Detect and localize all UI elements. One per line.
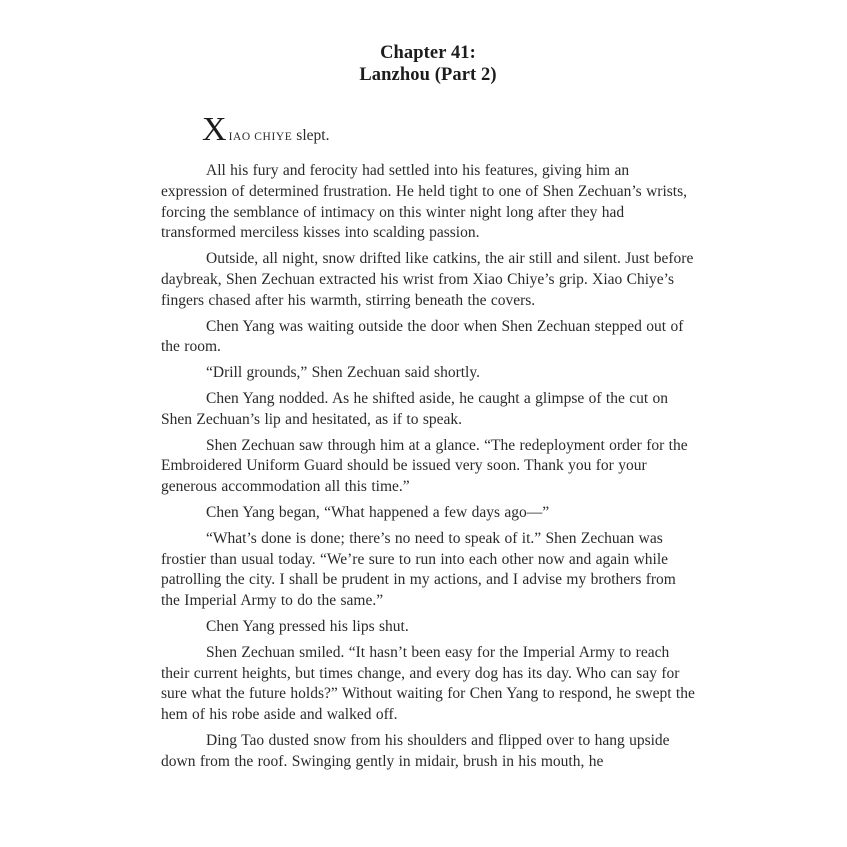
paragraph: Chen Yang nodded. As he shifted aside, he caught a glimpse of the cut on Shen Zechuan’s lip and hesitated, as if to speak. (161, 389, 669, 428)
paragraph: Shen Zechuan saw through him at a glance. “The redeployment order for the Embroidered Uniform Guard should be issued very soon. Thank you for your generous accommodation all this time.” (161, 436, 688, 496)
paragraph: Chen Yang was waiting outside the door when Shen Zechuan stepped out of the room. (161, 317, 684, 356)
opener-rest: slept. (292, 127, 330, 144)
chapter-title (161, 42, 695, 86)
paragraph: Shen Zechuan smiled. “It hasn’t been easy for the Imperial Army to reach their current heights, but times change, and every dog has its day. Who can say for sure what the future holds?” Without waiting for Chen Yang to respond, he swept the hem of his robe aside and walked off. (161, 643, 695, 724)
paragraph: Outside, all night, snow drifted like catkins, the air still and silent. Just before daybreak, Shen Zechuan extracted his wrist from Xiao Chiye’s grip. Xiao Chiye’s fingers chased after his warmth, stirring beneath the covers. (161, 250, 694, 309)
drop-cap-initial: X (202, 111, 227, 148)
paragraph: Chen Yang began, “What happened a few days ago—” (206, 503, 550, 521)
paragraph: Chen Yang pressed his lips shut. (206, 617, 409, 635)
small-caps-name: IAO CHIYE (228, 131, 293, 143)
paragraph: “What’s done is done; there’s no need to speak of it.” Shen Zechuan was frostier than usual today. “We’re sure to run into each other now and again while patrolling the city. I shall be prudent in my actions, and I advise my brothers from the Imperial Army to do the same.” (161, 529, 676, 610)
paragraph: “Drill grounds,” Shen Zechuan said shortly. (206, 364, 480, 382)
chapter-title-line2: Lanzhou (Part 2) (359, 65, 497, 85)
chapter-title-line1: Chapter 41: (380, 43, 476, 63)
paragraph: Ding Tao dusted snow from his shoulders and flipped over to hang upside down from the roof. Swinging gently in midair, brush in his mouth, he (161, 731, 670, 770)
opening-paragraph (161, 111, 695, 148)
paragraph: All his fury and ferocity had settled into his features, giving him an expression of determined frustration. He held tight to one of Shen Zechuan’s wrists, forcing the semblance of intimacy on this winter night long after they had transformed merciless kisses into scalding passion. (161, 162, 687, 242)
chapter-body (161, 111, 695, 773)
